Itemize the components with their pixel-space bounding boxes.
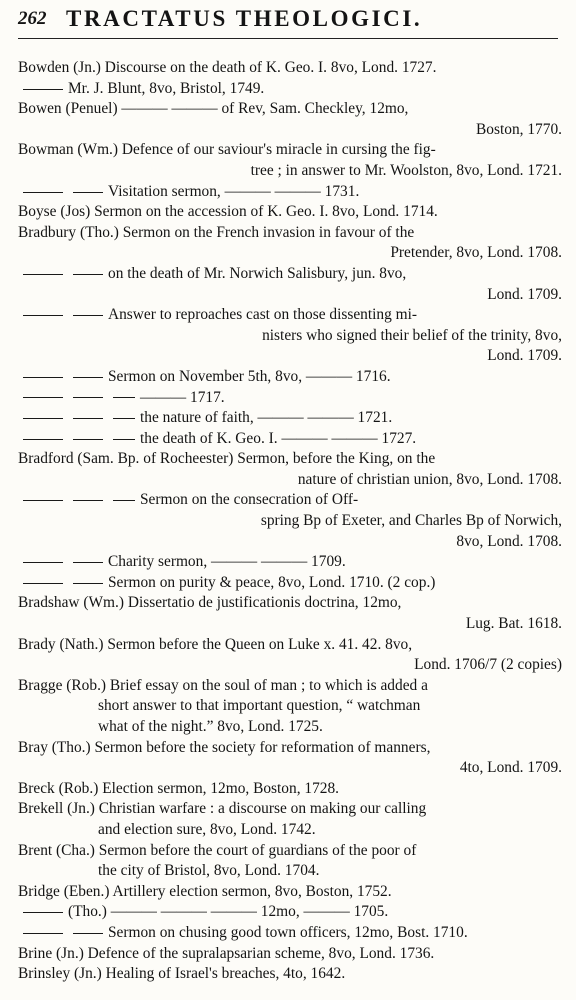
entry-text: tree ; in answer to Mr. Woolston, 8vo, Lond. 1721. <box>250 161 562 179</box>
entry-text: nature of christian union, 8vo, Lond. 1708. <box>297 470 562 488</box>
entry-text: Charity sermon, ——— ——— 1709. <box>108 553 346 571</box>
entry-text: Mr. J. Blunt, 8vo, Bristol, 1749. <box>68 79 265 97</box>
entry-line <box>18 923 562 944</box>
catalogue-entry <box>18 676 562 738</box>
entry-text: Bragge (Rob.) Brief essay on the soul of man ; to which is added a <box>18 676 428 694</box>
catalogue-entry <box>18 182 562 203</box>
catalogue-entry <box>18 593 562 634</box>
entry-text: 8vo, Lond. 1708. <box>456 532 562 550</box>
entry-text: Pretender, 8vo, Lond. 1708. <box>390 244 562 262</box>
catalogue-entry <box>18 799 562 840</box>
entry-continuation-line <box>18 696 562 717</box>
catalogue-entry <box>18 902 562 923</box>
ditto-dash <box>73 562 103 563</box>
entry-text: Bowman (Wm.) Defence of our saviour's miracle in cursing the fig- <box>18 141 436 159</box>
entry-line <box>18 593 562 614</box>
ditto-dash <box>23 377 63 378</box>
ditto-dash <box>113 439 135 440</box>
entry-text: 4to, Lond. 1709. <box>459 759 562 777</box>
catalogue-entry <box>18 223 562 264</box>
ditto-dash <box>73 192 103 193</box>
header-rule <box>18 38 558 39</box>
entry-line <box>18 367 562 388</box>
entry-text: Brady (Nath.) Sermon before the Queen on Luke x. 41. 42. 8vo, <box>18 635 413 653</box>
page-header <box>18 0 558 40</box>
entry-text: Boyse (Jos) Sermon on the accession of K. Geo. I. 8vo, Lond. 1714. <box>18 203 438 221</box>
entry-continuation-line <box>18 614 562 635</box>
catalogue-entry <box>18 388 562 409</box>
ditto-dash <box>73 377 103 378</box>
entry-text: (Tho.) ——— ——— ——— 12mo, ——— 1705. <box>68 903 389 921</box>
entry-line <box>18 223 562 244</box>
entry-line <box>18 264 562 285</box>
ditto-dash <box>113 500 135 501</box>
entry-line <box>18 140 562 161</box>
ditto-dash <box>73 274 103 275</box>
ditto-dash <box>73 418 103 419</box>
entry-text: the death of K. Geo. I. ——— ——— 1727. <box>140 429 417 447</box>
catalogue-entry <box>18 202 562 223</box>
entry-continuation-line <box>18 717 562 738</box>
ditto-dash <box>23 315 63 316</box>
entry-text: Lond. 1709. <box>487 285 562 303</box>
catalogue-entry <box>18 964 562 985</box>
entry-text: spring Bp of Exeter, and Charles Bp of Norwich, <box>260 512 562 530</box>
entry-text: Bray (Tho.) Sermon before the society for reformation of manners, <box>18 738 431 756</box>
entry-text: Bowden (Jn.) Discourse on the death of K. Geo. I. 8vo, Lond. 1727. <box>18 59 437 76</box>
entry-line <box>18 305 562 326</box>
entry-text: Sermon on chusing good town officers, 12mo, Bost. 1710. <box>108 923 468 941</box>
ditto-dash <box>23 192 63 193</box>
ditto-dash <box>23 500 63 501</box>
ditto-dash <box>73 933 103 934</box>
entry-text: Sermon on the consecration of Off- <box>140 491 359 509</box>
catalogue-entry <box>18 429 562 450</box>
entry-continuation-line <box>18 161 562 182</box>
entry-line <box>18 799 562 820</box>
ditto-dash <box>23 274 63 275</box>
catalogue-entry <box>18 79 562 100</box>
entry-text: Brent (Cha.) Sermon before the court of guardians of the poor of <box>18 841 417 859</box>
entry-continuation-line <box>18 470 562 491</box>
catalogue-entry <box>18 99 562 140</box>
ditto-dash <box>113 418 135 419</box>
entry-continuation-line <box>18 532 562 553</box>
entry-continuation-line <box>18 655 562 676</box>
ditto-dash <box>23 583 63 584</box>
entry-line <box>18 388 562 409</box>
catalogue-entry <box>18 882 562 903</box>
catalogue-entry <box>18 923 562 944</box>
entry-line <box>18 202 562 223</box>
entry-text: Bradshaw (Wm.) Dissertatio de justificationis doctrina, 12mo, <box>18 594 402 612</box>
catalogue-entry <box>18 264 562 305</box>
entry-text: Brekell (Jn.) Christian warfare : a discourse on making our calling <box>18 800 427 818</box>
ditto-dash <box>23 933 63 934</box>
catalogue-entry <box>18 738 562 779</box>
entry-line <box>18 573 562 594</box>
entry-text: Visitation sermon, ——— ——— 1731. <box>108 182 360 200</box>
entry-line <box>18 58 562 79</box>
entry-continuation-line <box>18 346 562 367</box>
entry-continuation-line <box>18 285 562 306</box>
ditto-dash <box>113 397 135 398</box>
catalogue-entry <box>18 58 562 79</box>
ditto-dash <box>73 439 103 440</box>
catalogue-entries <box>18 58 562 985</box>
entry-line <box>18 449 562 470</box>
entry-text: Lug. Bat. 1618. <box>465 615 562 633</box>
entry-line <box>18 79 562 100</box>
entry-text: Lond. 1706/7 (2 copies) <box>414 656 562 674</box>
entry-continuation-line <box>18 511 562 532</box>
entry-continuation-line <box>18 120 562 141</box>
entry-line <box>18 738 562 759</box>
entry-text: the city of Bristol, 8vo, Lond. 1704. <box>98 862 320 880</box>
entry-continuation-line <box>18 243 562 264</box>
ditto-dash <box>73 583 103 584</box>
entry-text: what of the night.” 8vo, Lond. 1725. <box>98 718 323 735</box>
entry-line <box>18 490 562 511</box>
ditto-dash <box>23 912 63 913</box>
entry-text: ——— 1717. <box>140 388 225 406</box>
ditto-dash <box>23 418 63 419</box>
running-title: TRACTATUS THEOLOGICI. <box>66 6 423 31</box>
catalogue-entry <box>18 635 562 676</box>
ditto-dash <box>73 500 103 501</box>
catalogue-entry <box>18 552 562 573</box>
catalogue-entry <box>18 573 562 594</box>
entry-text: Brine (Jn.) Defence of the supralapsarian scheme, 8vo, Lond. 1736. <box>18 944 435 962</box>
catalogue-entry <box>18 140 562 181</box>
entry-text: Bradford (Sam. Bp. of Rocheester) Sermon, before the King, on the <box>18 450 436 468</box>
catalogue-entry <box>18 449 562 490</box>
catalogue-entry <box>18 841 562 882</box>
ditto-dash <box>23 562 63 563</box>
entry-line <box>18 408 562 429</box>
catalogue-entry <box>18 944 562 965</box>
entry-continuation-line <box>18 758 562 779</box>
entry-text: Bowen (Penuel) ——— ——— of Rev, Sam. Checkley, 12mo, <box>18 100 409 118</box>
entry-text: Brinsley (Jn.) Healing of Israel's breaches, 4to, 1642. <box>18 965 346 983</box>
entry-text: Sermon on November 5th, 8vo, ——— 1716. <box>108 367 391 385</box>
entry-continuation-line <box>18 326 562 347</box>
entry-line <box>18 944 562 965</box>
ditto-dash <box>73 397 103 398</box>
entry-text: Bradbury (Tho.) Sermon on the French invasion in favour of the <box>18 223 415 241</box>
entry-line <box>18 635 562 656</box>
entry-line <box>18 882 562 903</box>
entry-text: Bridge (Eben.) Artillery election sermon, 8vo, Boston, 1752. <box>18 882 392 900</box>
entry-continuation-line <box>18 820 562 841</box>
catalogue-entry <box>18 367 562 388</box>
ditto-dash <box>23 89 63 90</box>
entry-text: short answer to that important question, “ watchman <box>98 697 421 715</box>
ditto-dash <box>73 315 103 316</box>
entry-line <box>18 429 562 450</box>
entry-text: Lond. 1709. <box>487 347 562 365</box>
catalogue-entry <box>18 779 562 800</box>
catalogue-entry <box>18 305 562 367</box>
catalogue-entry <box>18 490 562 552</box>
entry-continuation-line <box>18 861 562 882</box>
entry-line <box>18 902 562 923</box>
entry-text: the nature of faith, ——— ——— 1721. <box>140 409 393 427</box>
entry-text: Breck (Rob.) Election sermon, 12mo, Boston, 1728. <box>18 779 340 797</box>
entry-line <box>18 676 562 697</box>
ditto-dash <box>23 397 63 398</box>
entry-line <box>18 99 562 120</box>
ditto-dash <box>23 439 63 440</box>
entry-line <box>18 779 562 800</box>
entry-text: and election sure, 8vo, Lond. 1742. <box>98 820 316 838</box>
entry-line <box>18 841 562 862</box>
entry-line <box>18 182 562 203</box>
entry-text: nisters who signed their belief of the trinity, 8vo, <box>262 326 562 344</box>
entry-text: on the death of Mr. Norwich Salisbury, jun. 8vo, <box>108 264 407 282</box>
page-number: 262 <box>18 8 47 29</box>
entry-text: Answer to reproaches cast on those dissenting mi- <box>108 306 418 324</box>
catalogue-entry <box>18 408 562 429</box>
entry-text: Boston, 1770. <box>476 120 562 138</box>
entry-text: Sermon on purity & peace, 8vo, Lond. 1710. (2 cop.) <box>108 573 436 591</box>
entry-line <box>18 964 562 985</box>
entry-line <box>18 552 562 573</box>
